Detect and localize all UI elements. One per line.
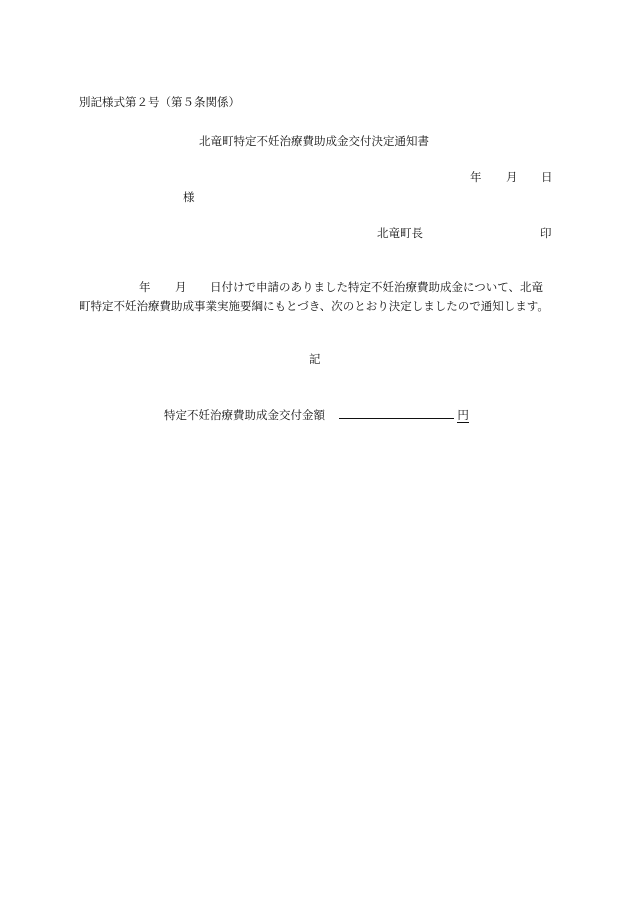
body-text-line2: 町特定不妊治療費助成事業実施要綱にもとづき、次のとおり決定しましたので通知します。 — [79, 299, 549, 313]
body-text-line1: 日付けで申請のありました特定不妊治療費助成金について、北竜 — [210, 280, 544, 294]
record-heading: 記 — [309, 352, 321, 366]
body-year-label: 年 — [139, 280, 151, 294]
body-month-label: 月 — [175, 280, 187, 294]
form-number: 別記様式第２号（第５条関係） — [79, 95, 240, 109]
document-title: 北竜町特定不妊治療費助成金交付決定通知書 — [199, 134, 429, 148]
seal-label: 印 — [540, 226, 552, 240]
date-day-label: 日 — [541, 170, 553, 184]
date-month-label: 月 — [506, 170, 518, 184]
amount-row — [164, 406, 469, 423]
addressee-honorific: 様 — [183, 190, 195, 204]
date-year-label: 年 — [470, 170, 482, 184]
issuer-name: 北竜町長 — [377, 226, 423, 240]
amount-unit: 円 — [457, 408, 469, 422]
amount-label: 特定不妊治療費助成金交付金額 — [164, 408, 325, 422]
amount-blank-line — [339, 406, 454, 419]
